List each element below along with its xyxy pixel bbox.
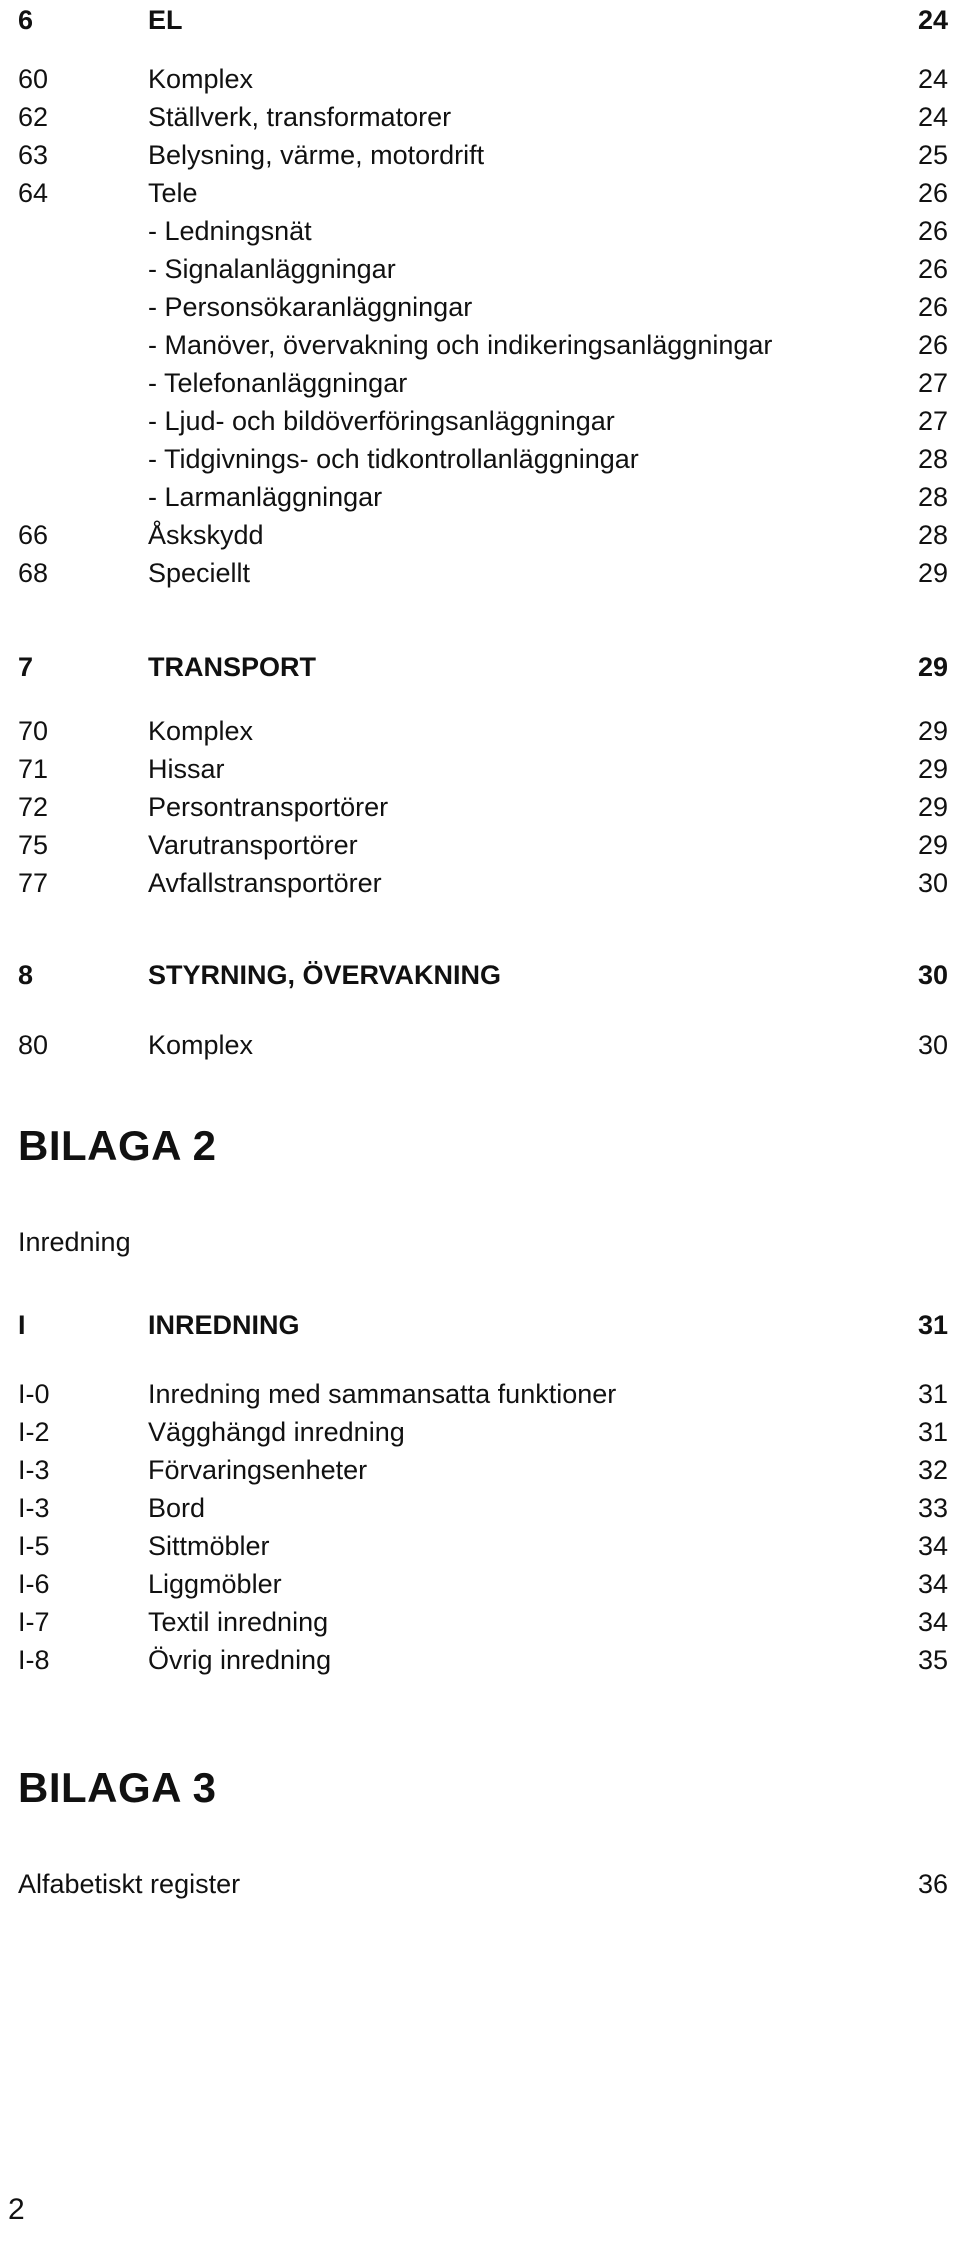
toc-number: I-3 [18, 1455, 50, 1485]
toc-page: 24 [917, 64, 948, 94]
toc-heading-8 [0, 957, 960, 993]
toc-page: 26 [917, 292, 948, 322]
toc-row [0, 1027, 960, 1063]
toc-heading-number: I [18, 1310, 26, 1340]
toc-title: Åskskydd [148, 520, 264, 550]
toc-number: 80 [18, 1030, 49, 1060]
toc-row [0, 137, 960, 173]
toc-heading-i [0, 1307, 960, 1343]
toc-row-register [0, 1866, 960, 1902]
appendix-title-2: BILAGA 2 [18, 1122, 217, 1169]
toc-title: - Manöver, övervakning och indikeringsanläggningar [148, 330, 773, 360]
toc-row [0, 1528, 960, 1564]
toc-number: 60 [18, 64, 49, 94]
toc-title: Komplex [148, 1030, 254, 1060]
toc-number: I-6 [18, 1569, 50, 1599]
toc-title: - Ljud- och bildöverföringsanläggningar [148, 406, 615, 436]
toc-title: - Telefonanläggningar [148, 368, 408, 398]
toc-page: 35 [917, 1645, 948, 1675]
toc-heading-number: 6 [18, 5, 34, 35]
toc-page: 31 [917, 1379, 948, 1409]
toc-title: Persontransportörer [148, 792, 389, 822]
toc-heading-number: 8 [18, 960, 34, 990]
toc-title: Speciellt [148, 558, 251, 588]
toc-title: Hissar [148, 754, 225, 784]
toc-row [0, 61, 960, 97]
toc-page: 28 [917, 444, 948, 474]
toc-title: Övrig inredning [148, 1645, 332, 1675]
toc-heading-6 [0, 2, 960, 38]
toc-number: I-7 [18, 1607, 50, 1637]
toc-title: Vägghängd inredning [148, 1417, 405, 1447]
toc-heading-page: 31 [917, 1310, 948, 1340]
toc-heading-page: 29 [917, 652, 948, 682]
toc-page: 29 [917, 716, 948, 746]
toc-number: 64 [18, 178, 49, 208]
toc-title: Alfabetiskt register [18, 1869, 241, 1899]
toc-title: Sittmöbler [148, 1531, 270, 1561]
toc-row [0, 479, 960, 515]
toc-heading-title: INREDNING [148, 1310, 300, 1340]
toc-number: I-0 [18, 1379, 50, 1409]
toc-row [0, 289, 960, 325]
toc-number: 72 [18, 792, 49, 822]
toc-heading-page: 30 [917, 960, 948, 990]
toc-row [0, 175, 960, 211]
toc-row [0, 213, 960, 249]
toc-row [0, 1490, 960, 1526]
toc-heading-page: 24 [917, 5, 948, 35]
toc-number: 63 [18, 140, 49, 170]
toc-page: 26 [917, 178, 948, 208]
toc-title: - Larmanläggningar [148, 482, 383, 512]
appendix-title-3: BILAGA 3 [18, 1764, 217, 1811]
toc-page: 33 [917, 1493, 948, 1523]
toc-title: Belysning, värme, motordrift [148, 140, 485, 170]
toc-title: - Tidgivnings- och tidkontrollanläggningar [148, 444, 639, 474]
toc-number: I-2 [18, 1417, 50, 1447]
toc-number: 62 [18, 102, 49, 132]
toc-page: 34 [917, 1569, 948, 1599]
toc-row [0, 1566, 960, 1602]
toc-page: 32 [917, 1455, 948, 1485]
toc-row [0, 441, 960, 477]
toc-title: - Ledningsnät [148, 216, 312, 246]
toc-title: Inredning med sammansatta funktioner [148, 1379, 617, 1409]
toc-page: 29 [917, 792, 948, 822]
toc-page: 34 [917, 1607, 948, 1637]
toc-heading-number: 7 [18, 652, 34, 682]
toc-row [0, 365, 960, 401]
toc-title: Varutransportörer [148, 830, 358, 860]
toc-title: Ställverk, transformatorer [148, 102, 452, 132]
toc-row [0, 555, 960, 591]
toc-page: 29 [917, 558, 948, 588]
toc-row [0, 99, 960, 135]
toc-title: Komplex [148, 716, 254, 746]
toc-page: 28 [917, 482, 948, 512]
toc-number: 66 [18, 520, 49, 550]
toc-title: Textil inredning [148, 1607, 329, 1637]
toc-row [0, 251, 960, 287]
toc-title: - Personsökaranläggningar [148, 292, 473, 322]
toc-title: Förvaringsenheter [148, 1455, 368, 1485]
toc-page: 26 [917, 254, 948, 284]
toc-page: 25 [917, 140, 948, 170]
toc-row [0, 1642, 960, 1678]
toc-title: Avfallstransportörer [148, 868, 382, 898]
toc-page: 36 [917, 1869, 948, 1899]
toc-page: 26 [917, 330, 948, 360]
toc-number: 75 [18, 830, 49, 860]
toc-number: 70 [18, 716, 49, 746]
toc-number: 71 [18, 754, 49, 784]
toc-row [0, 713, 960, 749]
toc-row [0, 403, 960, 439]
toc-title: Komplex [148, 64, 254, 94]
toc-page: 30 [917, 1030, 948, 1060]
toc-row [0, 1414, 960, 1450]
toc-row [0, 865, 960, 901]
toc-row [0, 789, 960, 825]
toc-page: 26 [917, 216, 948, 246]
toc-row [0, 1452, 960, 1488]
toc-number: I-3 [18, 1493, 50, 1523]
toc-title: Liggmöbler [148, 1569, 282, 1599]
toc-title: Tele [148, 178, 198, 208]
toc-row [0, 827, 960, 863]
toc-row [0, 751, 960, 787]
toc-page: 29 [917, 754, 948, 784]
toc-heading-title: EL [148, 5, 183, 35]
toc-row [0, 517, 960, 553]
toc-page: 31 [917, 1417, 948, 1447]
toc-title: Bord [148, 1493, 206, 1523]
toc-title: - Signalanläggningar [148, 254, 396, 284]
toc-page: 29 [917, 830, 948, 860]
toc-page: 34 [917, 1531, 948, 1561]
toc-page: 27 [917, 368, 948, 398]
toc-page: 24 [917, 102, 948, 132]
toc-heading-title: TRANSPORT [148, 652, 316, 682]
toc-row [0, 1376, 960, 1412]
appendix-subtitle: Inredning [18, 1227, 131, 1257]
toc-page: 28 [917, 520, 948, 550]
toc-number: 77 [18, 868, 49, 898]
toc-row [0, 327, 960, 363]
toc-page: 27 [917, 406, 948, 436]
toc-number: 68 [18, 558, 49, 588]
toc-row [0, 1604, 960, 1640]
toc-heading-7 [0, 649, 960, 685]
toc-number: I-5 [18, 1531, 50, 1561]
toc-heading-title: STYRNING, ÖVERVAKNING [148, 960, 502, 990]
toc-page: 30 [917, 868, 948, 898]
toc-number: I-8 [18, 1645, 50, 1675]
page-number: 2 [8, 2193, 25, 2226]
